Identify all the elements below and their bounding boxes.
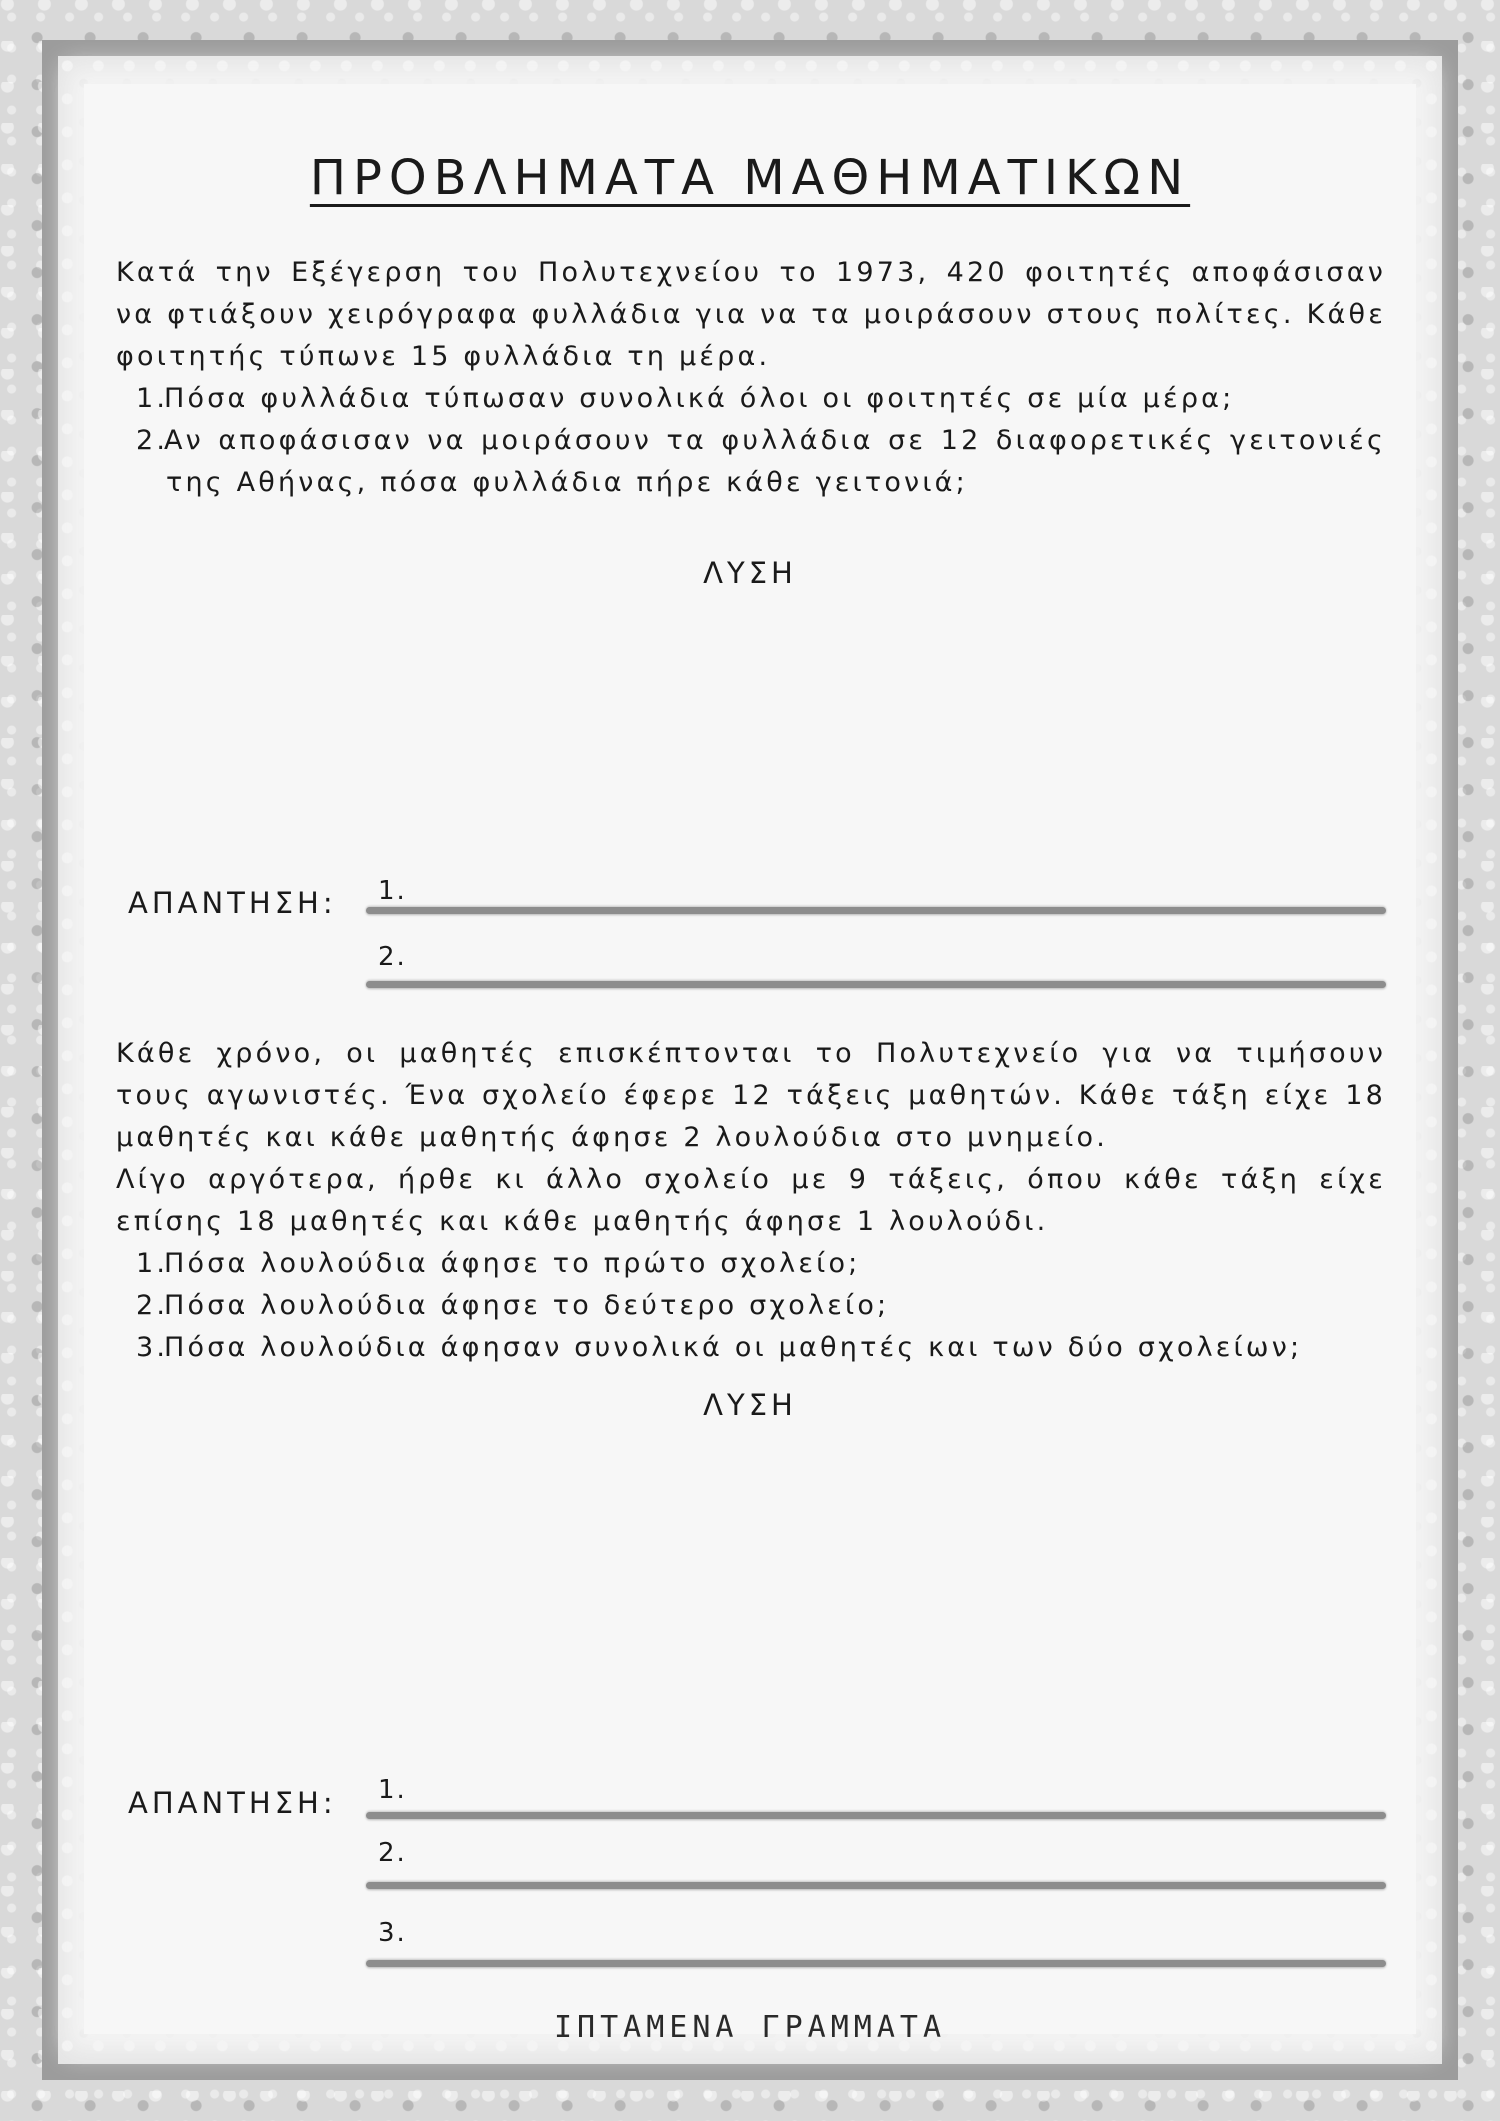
problem-2-answer-1-number: 1. xyxy=(378,1775,407,1805)
problem-2 xyxy=(116,1033,1386,1369)
problem-2-answer-3-line[interactable] xyxy=(366,1960,1386,1967)
problem-1-question-2: 2.Αν αποφάσισαν να μοιράσουν τα φυλλάδια σε 12 διαφορετικές γειτονιές της Αθήνας, πόσα φυλλάδια πήρε κάθε γειτονιά; xyxy=(136,425,1386,498)
problem-1-intro: Κατά την Εξέγερση του Πολυτεχνείου το 1973, 420 φοιτητές αποφάσισαν να φτιάξουν χειρόγραφα φυλλάδια για να τα μοιράσουν στους πολίτες. Κάθε φοιτητής τύπωνε 15 φυλλάδια τη μέρα. xyxy=(116,257,1386,372)
problem-1-question-1: 1.Πόσα φυλλάδια τύπωσαν συνολικά όλοι οι φοιτητές σε μία μέρα; xyxy=(136,383,1235,414)
problem-2-answer-2-number: 2. xyxy=(378,1838,407,1868)
problem-2-answer-label: ΑΠΑΝΤΗΣΗ: xyxy=(128,1786,337,1820)
problem-1-answer-1-line[interactable] xyxy=(366,907,1386,914)
problem-1-answer-label: ΑΠΑΝΤΗΣΗ: xyxy=(128,886,337,920)
brand-footer: ΙΠΤΑΜΕΝΑ ΓΡΑΜΜΑΤΑ xyxy=(553,2010,947,2045)
problem-1-answer-2-number: 2. xyxy=(378,942,407,972)
problem-2-question-1: 1.Πόσα λουλούδια άφησε το πρώτο σχολείο; xyxy=(136,1248,861,1279)
problem-1-answer-2-line[interactable] xyxy=(366,981,1386,988)
problem-2-intro-1: Κάθε χρόνο, οι μαθητές επισκέπτονται το Πολυτεχνείο για να τιμήσουν τους αγωνιστές. Ένα σχολείο έφερε 12 τάξεις μαθητών. Κάθε τάξη είχε 18 μαθητές και κάθε μαθητής άφησε 2 λουλούδια στο μνημείο. xyxy=(116,1038,1386,1153)
problem-2-intro-2: Λίγο αργότερα, ήρθε κι άλλο σχολείο με 9 τάξεις, όπου κάθε τάξη είχε επίσης 18 μαθητές και κάθε μαθητής άφησε 1 λουλούδι. xyxy=(116,1164,1386,1237)
page-title: ΠΡΟΒΛΗΜΑΤΑ ΜΑΘΗΜΑΤΙΚΩΝ xyxy=(309,150,1191,206)
problem-1 xyxy=(116,252,1386,504)
problem-1-solution-label: ΛΥΣΗ xyxy=(703,556,797,590)
problem-2-answer-2-line[interactable] xyxy=(366,1882,1386,1889)
problem-2-solution-label: ΛΥΣΗ xyxy=(703,1388,797,1422)
problem-2-answer-3-number: 3. xyxy=(378,1918,407,1948)
problem-1-answer-1-number: 1. xyxy=(378,876,407,906)
problem-2-answer-1-line[interactable] xyxy=(366,1812,1386,1819)
problem-2-question-3: 3.Πόσα λουλούδια άφησαν συνολικά οι μαθητές και των δύο σχολείων; xyxy=(136,1332,1303,1363)
problem-2-question-2: 2.Πόσα λουλούδια άφησε το δεύτερο σχολείο; xyxy=(136,1290,890,1321)
